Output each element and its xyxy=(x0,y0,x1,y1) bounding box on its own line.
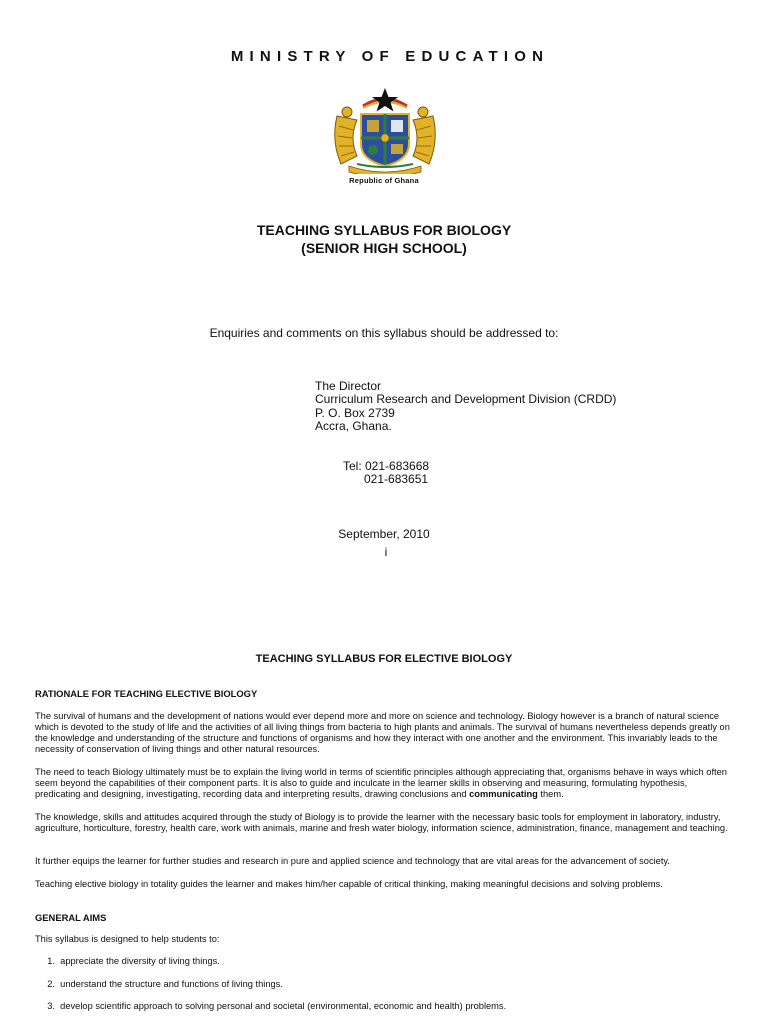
aims-intro: This syllabus is designed to help students to: xyxy=(35,934,220,944)
rationale-paragraph-5: Teaching elective biology in totality guides the learner and makes him/her capable of critical thinking, making meaningful decisions and solving problems. xyxy=(35,879,663,889)
publication-date: September, 2010 xyxy=(338,527,430,541)
telephone-block xyxy=(343,460,429,487)
quarter-tree xyxy=(368,145,378,155)
quarter-sword xyxy=(367,120,379,132)
aim-text: appreciate the diversity of living things. xyxy=(60,956,220,966)
lion-center xyxy=(381,134,389,142)
right-eagle-wing xyxy=(413,116,435,164)
ministry-heading: MINISTRY OF EDUCATION xyxy=(230,48,550,65)
address-block xyxy=(315,380,616,433)
aim-number: 2. xyxy=(47,979,55,989)
aim-item xyxy=(20,956,220,967)
paragraph-text: them. xyxy=(537,789,564,799)
page-number: i xyxy=(384,545,388,559)
quarter-castle xyxy=(391,120,403,132)
address-line: Curriculum Research and Development Division (CRDD) xyxy=(315,392,617,407)
aim-item xyxy=(20,979,283,990)
black-star-icon xyxy=(372,88,398,112)
telephone-primary: Tel: 021-683668 xyxy=(343,459,430,473)
telephone-secondary: 021-683651 xyxy=(364,472,429,487)
aim-item xyxy=(20,1001,506,1012)
coat-caption: Republic of Ghana xyxy=(349,176,419,185)
left-eagle-wing xyxy=(335,116,357,164)
rationale-paragraph-2 xyxy=(35,767,735,800)
paragraph-text: The need to teach Biology ultimately must be to explain the living world in terms of scientific principles although appreciating that, organisms behave in ways which often seem beyond the capabilities of their component parts. It is also to guide and inculcate in the learner skills in observing and measuring, formulating hypothesis, predicating and designing, investigating, recording data and interpreting results, drawing conclusions and xyxy=(35,767,727,799)
rationale-paragraph-4: It further equips the learner for further studies and research in pure and applied science and technology that are vital areas for the advancement of society. xyxy=(35,856,670,866)
right-eagle-head xyxy=(418,107,428,117)
coat-of-arms-icon xyxy=(327,86,443,174)
rationale-paragraph-1: The survival of humans and the development of nations would ever depend more and more on science and technology. Biology however is a branch of natural science which is devoted to the study of life and the activities of all living things from bacteria to high plants and animals. The survival of humans nevertheless depends greatly on the knowledge and understanding of the structure and functions of organisms and how they interact with one another and the environment. This invariably leads to the necessity of conservation of living things and other natural resources. xyxy=(35,711,730,754)
general-aims-heading: GENERAL AIMS xyxy=(35,912,107,923)
address-line: Accra, Ghana. xyxy=(315,418,392,433)
left-eagle-head xyxy=(342,107,352,117)
enquiries-text: Enquiries and comments on this syllabus should be addressed to: xyxy=(209,326,559,340)
address-line: The Director xyxy=(315,379,382,393)
aim-text: understand the structure and functions of living things. xyxy=(60,979,283,989)
address-line: P. O. Box 2739 xyxy=(315,405,395,420)
rationale-paragraph-3: The knowledge, skills and attitudes acquired through the study of Biology is to provide the learner with the necessary basic tools for employment in laboratory, industry, agriculture, horticulture, forestry, health care, work with animals, marine and fresh water biology, information science, administration, finance, management and teaching. xyxy=(35,812,728,833)
aim-number: 3. xyxy=(47,1001,55,1011)
syllabus-title: TEACHING SYLLABUS FOR BIOLOGY xyxy=(256,222,512,238)
aim-text: develop scientific approach to solving personal and societal (environmental, economic and health) problems. xyxy=(60,1001,507,1011)
syllabus-subtitle: (SENIOR HIGH SCHOOL) xyxy=(301,240,467,256)
rationale-heading: RATIONALE FOR TEACHING ELECTIVE BIOLOGY xyxy=(35,688,258,699)
quarter-mine xyxy=(391,144,403,154)
emphasis-text: communicating xyxy=(469,789,538,799)
section-title: TEACHING SYLLABUS FOR ELECTIVE BIOLOGY xyxy=(255,653,513,665)
aim-number: 1. xyxy=(47,956,55,966)
